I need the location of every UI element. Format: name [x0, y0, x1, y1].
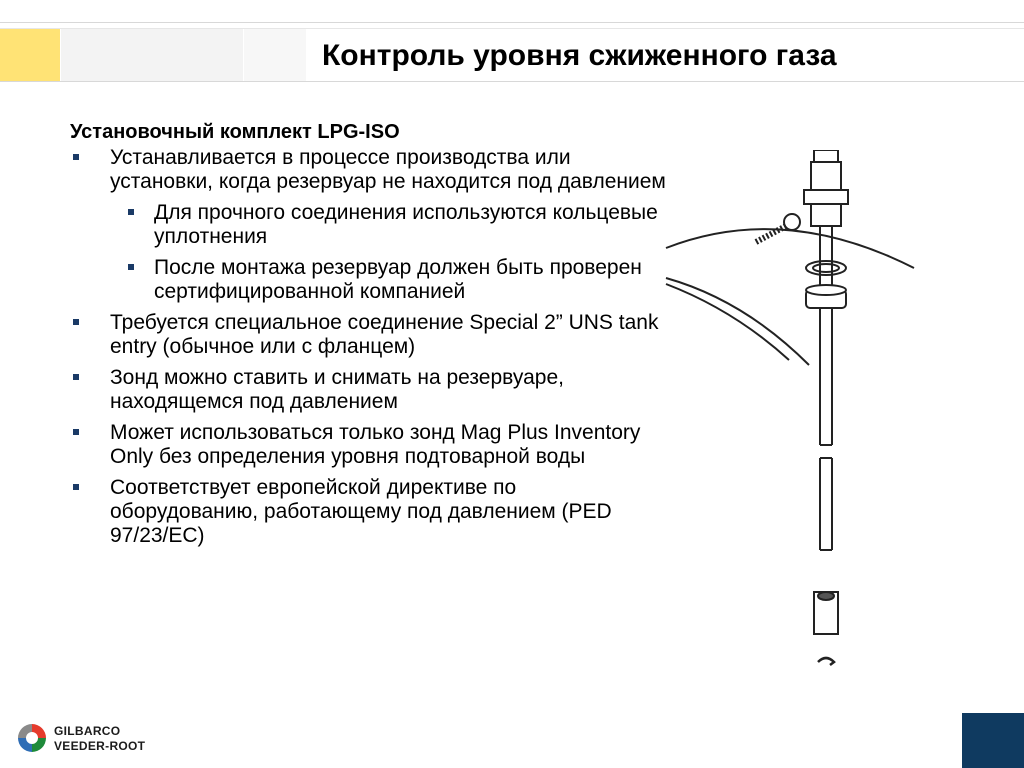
bullet-icon — [73, 429, 79, 435]
logo-text-veeder-root: VEEDER-ROOT — [54, 739, 146, 753]
sub-bullet-list — [110, 201, 670, 304]
bullet-icon — [73, 374, 79, 380]
list-item — [70, 366, 670, 414]
list-item-text: Требуется специальное соединение Special 2” UNS tank entry (обычное или с фланцем) — [110, 311, 659, 358]
header-bar — [0, 22, 1024, 82]
bullet-list — [70, 146, 670, 548]
sub-list-item-text: Для прочного соединения используются кольцевые уплотнения — [154, 201, 658, 248]
slide-content — [70, 120, 670, 555]
bullet-icon — [73, 154, 79, 160]
list-item — [70, 311, 670, 359]
sub-list-item-text: После монтажа резервуар должен быть проверен сертифицированной компанией — [154, 256, 642, 303]
bullet-icon — [73, 319, 79, 325]
list-item — [70, 421, 670, 469]
page-title: Контроль уровня сжиженного газа — [322, 39, 837, 72]
lpg-iso-kit-illustration — [664, 150, 916, 670]
corner-accent-block — [962, 713, 1024, 768]
list-item-text: Зонд можно ставить и снимать на резервуаре, находящемся под давлением — [110, 366, 564, 413]
header-block — [61, 29, 243, 81]
list-item-text: Может использоваться только зонд Mag Plus Inventory Only без определения уровня подтоварной воды — [110, 421, 641, 468]
company-logo — [16, 722, 161, 756]
header-block — [244, 29, 306, 81]
logo-text-gilbarco: GILBARCO — [54, 724, 121, 738]
header-accent-block — [0, 29, 60, 81]
bullet-icon — [128, 264, 134, 270]
sub-list-item — [70, 256, 670, 304]
list-item — [70, 476, 670, 548]
logo-mark-icon — [16, 722, 48, 754]
list-item-text: Соответствует европейской директиве по оборудованию, работающему под давлением (PED 97/23/EC) — [110, 476, 612, 547]
section-heading: Установочный комплект LPG-ISO — [70, 121, 400, 143]
sub-list-item — [70, 201, 670, 249]
list-item-text: Устанавливается в процессе производства или установки, когда резервуар не находится под давлением — [110, 146, 666, 193]
bullet-icon — [128, 209, 134, 215]
list-item — [70, 146, 670, 304]
bullet-icon — [73, 484, 79, 490]
